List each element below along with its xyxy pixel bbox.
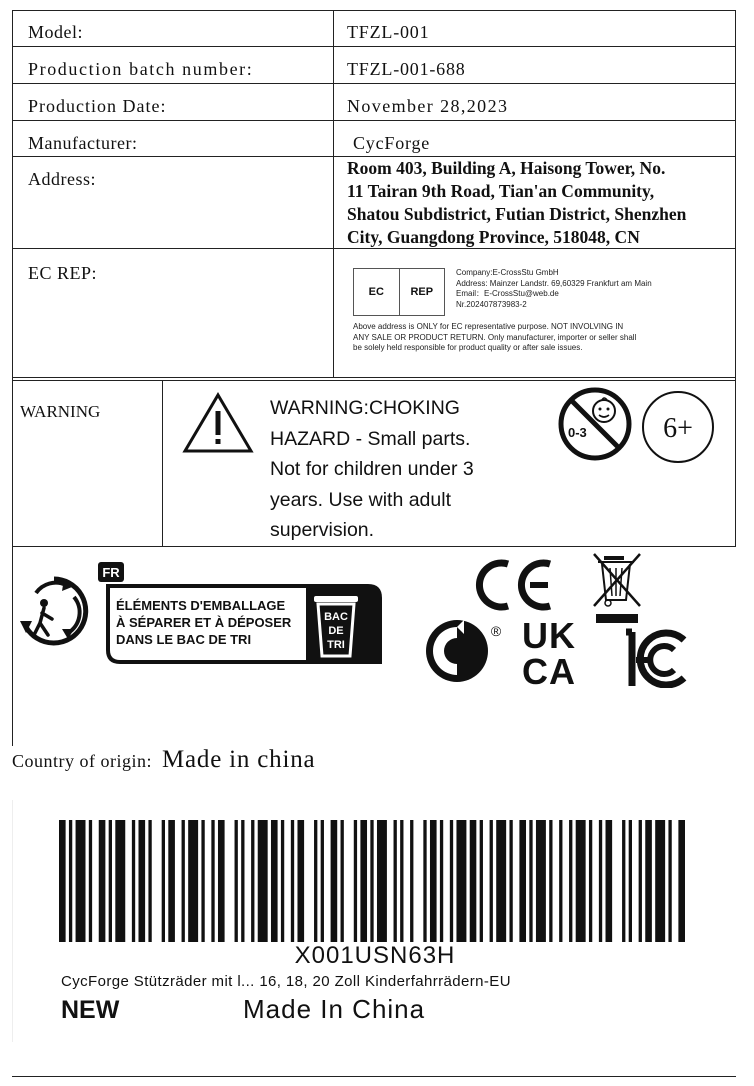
warning-text bbox=[270, 393, 540, 546]
address-line: Shatou Subdistrict, Futian District, Shenzhen bbox=[347, 204, 687, 224]
barcode-bar bbox=[354, 820, 357, 942]
barcode-bar bbox=[76, 820, 86, 942]
table-divider bbox=[12, 83, 736, 84]
barcode-bar bbox=[678, 820, 685, 942]
table-divider bbox=[12, 120, 736, 121]
barcode-bar bbox=[271, 820, 278, 942]
bin-line: BAC bbox=[324, 611, 348, 623]
bin-line: TRI bbox=[327, 639, 345, 651]
barcode-bar bbox=[450, 820, 453, 942]
age-badge-text: 6+ bbox=[663, 413, 693, 444]
production-date-label: Production Date: bbox=[28, 96, 167, 116]
barcode-bar bbox=[606, 820, 613, 942]
barcode-bar bbox=[360, 820, 367, 942]
ec-rep-symbol-left: EC bbox=[354, 269, 400, 315]
ec-rep-company: Company:E-CrossStu GmbH bbox=[456, 268, 559, 277]
barcode-bar bbox=[496, 820, 506, 942]
model-value: TFZL-001 bbox=[347, 22, 430, 42]
manufacturer-value: CycForge bbox=[353, 133, 431, 153]
address-line: 11 Tairan 9th Road, Tian'an Community, bbox=[347, 181, 655, 201]
barcode-bar bbox=[569, 820, 572, 942]
ec-rep-address: Address: Mainzer Landstr. 69,60329 Frankfurt am Main bbox=[456, 278, 652, 288]
batch-value: TFZL-001-688 bbox=[347, 59, 466, 79]
age-symbol-text: 0-3 bbox=[568, 425, 587, 440]
origin-value: Made in china bbox=[162, 746, 316, 773]
barcode-bar bbox=[536, 820, 546, 942]
ec-rep-symbol-right: REP bbox=[410, 286, 434, 298]
barcode-bar bbox=[423, 820, 426, 942]
address-line: City, Guangdong Province, 518048, CN bbox=[347, 227, 640, 247]
warning-label: WARNING bbox=[20, 402, 101, 421]
triman-line: DANS LE BAC DE TRI bbox=[116, 632, 252, 647]
manufacturer-label: Manufacturer: bbox=[28, 133, 138, 153]
ec-rep-symbol bbox=[353, 268, 445, 316]
barcode-bar bbox=[281, 820, 284, 942]
barcode-bar bbox=[490, 820, 493, 942]
model-label: Model: bbox=[28, 22, 83, 42]
barcode-bar bbox=[69, 820, 72, 942]
barcode-bar bbox=[668, 820, 671, 942]
country-of-origin bbox=[12, 746, 315, 774]
ec-rep-email: Email：E-CrossStu@web.de bbox=[456, 289, 559, 298]
ukca-top: UK bbox=[522, 616, 576, 656]
barcode-origin: Made In China bbox=[243, 994, 426, 1024]
barcode-bar bbox=[211, 820, 214, 942]
barcode-bar bbox=[370, 820, 373, 942]
barcode-bar bbox=[115, 820, 125, 942]
barcode-bar bbox=[297, 820, 304, 942]
table-divider bbox=[12, 377, 736, 378]
address-value bbox=[347, 157, 747, 249]
barcode-bar bbox=[321, 820, 324, 942]
barcode-bar bbox=[394, 820, 397, 942]
barcode-code: X001USN63H bbox=[294, 942, 456, 969]
barcode-bar bbox=[400, 820, 403, 942]
barcode-bar bbox=[576, 820, 586, 942]
warning-triangle-icon bbox=[182, 392, 254, 454]
barcode-bar bbox=[218, 820, 225, 942]
table-divider bbox=[12, 380, 736, 381]
barcode-bar bbox=[188, 820, 198, 942]
batch-label: Production batch number: bbox=[28, 59, 254, 79]
barcode-bar bbox=[168, 820, 175, 942]
ec-rep-label: EC REP: bbox=[28, 263, 98, 283]
barcode-bar bbox=[291, 820, 294, 942]
barcode-description: CycForge Stützräder mit l... 16, 18, 20 Zoll Kinderfahrrädern-EU bbox=[61, 973, 511, 990]
green-dot-icon bbox=[424, 618, 506, 684]
barcode-bar bbox=[629, 820, 632, 942]
production-date-value: November 28,2023 bbox=[347, 96, 509, 116]
table-border-right bbox=[735, 10, 736, 546]
ce-mark-icon bbox=[474, 558, 554, 612]
barcode-bar bbox=[182, 820, 185, 942]
barcode-bar bbox=[258, 820, 268, 942]
bottom-divider bbox=[12, 1076, 736, 1077]
barcode-bar bbox=[480, 820, 483, 942]
barcode-bar bbox=[655, 820, 665, 942]
warning-line: WARNING:CHOKING bbox=[270, 397, 460, 419]
bin-line: DE bbox=[328, 625, 344, 637]
warning-line: years. Use with adult bbox=[270, 488, 451, 511]
barcode-bar bbox=[99, 820, 106, 942]
barcode-bar bbox=[132, 820, 135, 942]
barcode-bar bbox=[162, 820, 165, 942]
warning-line: supervision. bbox=[270, 519, 375, 541]
barcode-bar bbox=[470, 820, 477, 942]
barcode-bar bbox=[377, 820, 387, 942]
disclaimer-line: ANY SALE OR PRODUCT RETURN. Only manufacturer, importer or seller shall bbox=[353, 332, 637, 342]
barcode-bar bbox=[559, 820, 562, 942]
barcode-bar bbox=[622, 820, 625, 942]
barcode-bar bbox=[138, 820, 145, 942]
table-border-top bbox=[12, 10, 736, 11]
barcode-condition: NEW bbox=[61, 996, 120, 1024]
age-6-plus-icon bbox=[640, 389, 716, 465]
barcode-bar bbox=[456, 820, 466, 942]
warning-line: Not for children under 3 bbox=[270, 458, 474, 480]
table-column-divider bbox=[333, 10, 334, 378]
barcode-bar bbox=[59, 820, 66, 942]
table-divider bbox=[12, 46, 736, 47]
barcode-bar bbox=[410, 820, 413, 942]
barcode-label bbox=[12, 800, 736, 1042]
barcode-bar bbox=[440, 820, 443, 942]
barcode-bar bbox=[430, 820, 437, 942]
barcode-bar bbox=[589, 820, 592, 942]
ec-rep-details bbox=[456, 268, 652, 310]
barcode-bar bbox=[519, 820, 526, 942]
barcode-bar bbox=[645, 820, 652, 942]
triman-line: À SÉPARER ET À DÉPOSER bbox=[116, 615, 292, 630]
barcode-bar bbox=[639, 820, 642, 942]
barcode-bar bbox=[89, 820, 92, 942]
barcode-bar bbox=[549, 820, 552, 942]
ec-rep-disclaimer bbox=[353, 322, 728, 354]
barcode-bar bbox=[341, 820, 344, 942]
warning-column-divider bbox=[162, 381, 163, 546]
barcode-bar bbox=[201, 820, 204, 942]
fcc-mark-icon bbox=[596, 612, 700, 688]
barcode-bar bbox=[148, 820, 151, 942]
warning-line: HAZARD - Small parts. bbox=[270, 427, 471, 450]
barcode-bar bbox=[235, 820, 238, 942]
not-for-under-3-icon bbox=[556, 385, 634, 463]
triman-line: ÉLÉMENTS D'EMBALLAGE bbox=[116, 598, 286, 613]
barcode-bars bbox=[59, 820, 685, 942]
barcode-bar bbox=[529, 820, 532, 942]
origin-label: Country of origin: bbox=[12, 751, 152, 771]
ukca-bottom: CA bbox=[522, 651, 576, 688]
table-divider bbox=[12, 546, 736, 547]
barcode-bar bbox=[599, 820, 602, 942]
triman-icon bbox=[18, 575, 90, 647]
barcode-bar bbox=[314, 820, 317, 942]
address-line: Room 403, Building A, Haisong Tower, No. bbox=[347, 158, 666, 178]
barcode-bar bbox=[331, 820, 338, 942]
disclaimer-line: Above address is ONLY for EC representative purpose. NOT INVOLVING IN bbox=[353, 322, 624, 331]
barcode-bar bbox=[241, 820, 244, 942]
registered-mark: ® bbox=[490, 623, 502, 639]
barcode-bar bbox=[251, 820, 254, 942]
barcode-bar bbox=[109, 820, 112, 942]
disclaimer-line: be solely held responsible for product quality or after sale issues. bbox=[353, 343, 583, 352]
triman-info-label bbox=[96, 560, 382, 666]
ukca-mark-icon bbox=[520, 616, 590, 688]
table-border-left bbox=[12, 10, 13, 746]
address-label: Address: bbox=[28, 169, 96, 189]
barcode-bar bbox=[509, 820, 512, 942]
fr-tag: FR bbox=[102, 565, 120, 580]
ec-rep-number: Nr.202407873983-2 bbox=[456, 299, 527, 309]
